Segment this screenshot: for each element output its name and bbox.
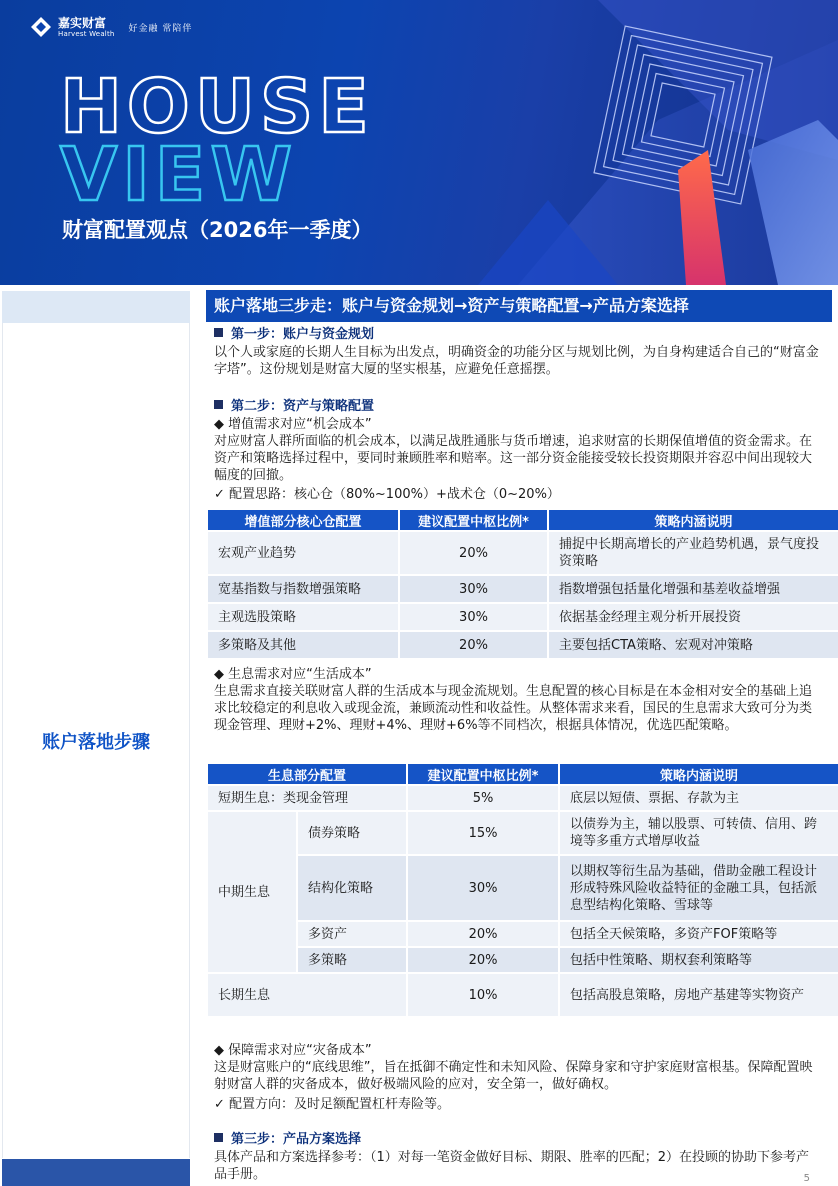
- square-bullet-icon: [214, 400, 223, 409]
- table-header: 生息部分配置: [207, 763, 407, 785]
- income-bullet: ◆ 生息需求对应“生活成本”: [214, 667, 372, 682]
- growth-bullet: ◆ 增值需求对应“机会成本”: [214, 417, 372, 432]
- table-row: [207, 811, 838, 855]
- table-header-row: [207, 763, 838, 785]
- decorative-graphic: [478, 0, 838, 285]
- section-title-bar: 账户落地三步走：账户与资金规划→资产与策略配置→产品方案选择: [206, 290, 832, 322]
- table-cell: 30%: [399, 603, 548, 631]
- table-row: [207, 921, 838, 947]
- table-row: [207, 785, 838, 811]
- sidebar-body: [2, 323, 190, 1158]
- square-bullet-icon: [214, 328, 223, 337]
- table-row: [207, 631, 838, 659]
- table-header: 策略内涵说明: [548, 509, 838, 531]
- table-cell: 以债券为主，辅以股票、可转债、信用、跨境等多重方式增厚收益: [559, 811, 838, 855]
- table-cell: 中期生息: [207, 811, 297, 973]
- step1-heading-text: 第一步：账户与资金规划: [231, 327, 375, 342]
- sidebar-footer-block: [2, 1159, 190, 1186]
- table-cell: 债券策略: [297, 811, 407, 855]
- step3-heading: [214, 1131, 361, 1149]
- table-cell: 20%: [399, 531, 548, 575]
- step2-heading-text: 第二步：资产与策略配置: [231, 399, 375, 414]
- banner-subtitle: 财富配置观点（2026年一季度）: [62, 218, 373, 242]
- protection-direction: ✓ 配置方向：及时足额配置杠杆寿险等。: [214, 1097, 451, 1112]
- table-cell: 30%: [399, 575, 548, 603]
- table-cell: 多策略及其他: [207, 631, 399, 659]
- table-cell: 结构化策略: [297, 855, 407, 921]
- table-cell: 宏观产业趋势: [207, 531, 399, 575]
- table-header: 策略内涵说明: [559, 763, 838, 785]
- step1-heading: [214, 326, 374, 344]
- income-text: 生息需求直接关联财富人群的生活成本与现金流规划。生息配置的核心目标是在本金相对安全的基础上追求比较稳定的利息收入或现金流，兼顾流动性和收益性。从整体需求来看，国民的生息需求大致可分为类现金管理、理财+2%、理财+4%、理财+6%等不同档次，根据具体情况，优选匹配策略。: [214, 684, 813, 733]
- table-header: 建议配置中枢比例*: [399, 509, 548, 531]
- logo-mark-icon: [30, 16, 52, 38]
- table-header-row: [207, 509, 838, 531]
- page-number: 5: [803, 1173, 810, 1184]
- square-bullet-icon: [214, 1133, 223, 1142]
- step2-heading: [214, 398, 374, 416]
- table-cell: 主观选股策略: [207, 603, 399, 631]
- table-row: [207, 973, 838, 1017]
- table-cell: 20%: [407, 947, 559, 973]
- step3-text: 具体产品和方案选择参考：（1）对每一笔资金做好目标、期限、胜率的匹配；2）在投顾的协助下参考产品手册。: [214, 1150, 810, 1182]
- income-allocation-table: [206, 762, 838, 1018]
- table-cell: 底层以短债、票据、存款为主: [559, 785, 838, 811]
- table-cell: 依据基金经理主观分析开展投资: [548, 603, 838, 631]
- table-row: [207, 531, 838, 575]
- step1-text: 以个人或家庭的长期人生目标为出发点，明确资金的功能分区与规划比例，为自身构建适合自己的“财富金字塔”。这份规划是财富大厦的坚实根基，应避免任意摇摆。: [214, 345, 819, 377]
- table-cell: 15%: [407, 811, 559, 855]
- table-cell: 捕捉中长期高增长的产业趋势机遇，景气度投资策略: [548, 531, 838, 575]
- table-cell: 包括高股息策略，房地产基建等实物资产: [559, 973, 838, 1017]
- growth-config-idea: ✓ 配置思路：核心仓（80%~100%）+战术仓（0~20%）: [214, 487, 560, 502]
- table-cell: 宽基指数与指数增强策略: [207, 575, 399, 603]
- table-cell: 5%: [407, 785, 559, 811]
- logo-slogan: 好金融 常陪伴: [128, 23, 193, 34]
- logo-chinese-name: 嘉实财富: [58, 15, 107, 30]
- table-header: 建议配置中枢比例*: [407, 763, 559, 785]
- table-cell: 30%: [407, 855, 559, 921]
- table-cell: 多资产: [297, 921, 407, 947]
- table-row: [207, 947, 838, 973]
- growth-text: 对应财富人群所面临的机会成本，以满足战胜通胀与货币增速，追求财富的长期保值增值的资金需求。在资产和策略选择过程中，要同时兼顾胜率和赔率。这一部分资金能接受较长投资期限并容忍中间出现较大幅度的回撤。: [214, 434, 813, 483]
- table-row: [207, 855, 838, 921]
- logo-english-name: Harvest Wealth: [58, 29, 115, 38]
- table-cell: 20%: [399, 631, 548, 659]
- title-view: VIEW: [60, 132, 297, 218]
- table-header: 增值部分核心仓配置: [207, 509, 399, 531]
- table-cell: 短期生息：类现金管理: [207, 785, 407, 811]
- step3-heading-text: 第三步：产品方案选择: [231, 1132, 362, 1147]
- table-cell: 包括全天候策略，多资产FOF策略等: [559, 921, 838, 947]
- table-cell: 长期生息: [207, 973, 407, 1017]
- table-cell: 包括中性策略、期权套利策略等: [559, 947, 838, 973]
- sidebar-header-block: [2, 291, 190, 323]
- protection-text: 这是财富账户的“底线思维”，旨在抵御不确定性和未知风险、保障身家和守护家庭财富根基。保障配置映射财富人群的灾备成本，做好极端风险的应对，安全第一，做好确权。: [214, 1060, 813, 1092]
- protection-bullet: ◆ 保障需求对应“灾备成本”: [214, 1043, 372, 1058]
- table-cell: 20%: [407, 921, 559, 947]
- table-row: [207, 603, 838, 631]
- table-cell: 10%: [407, 973, 559, 1017]
- table-cell: 多策略: [297, 947, 407, 973]
- brand-logo: [30, 16, 192, 38]
- left-sidebar: [0, 285, 192, 1186]
- table-cell: 指数增强包括量化增强和基差收益增强: [548, 575, 838, 603]
- header-banner: [0, 0, 838, 285]
- table-row: [207, 575, 838, 603]
- sidebar-label: 账户落地步骤: [42, 731, 150, 753]
- growth-allocation-table: [206, 508, 838, 660]
- title-house: HOUSE: [60, 64, 374, 150]
- table-cell: 以期权等衍生品为基础，借助金融工程设计形成特殊风险收益特征的金融工具，包括派息型结构化策略、雪球等: [559, 855, 838, 921]
- table-cell: 主要包括CTA策略、宏观对冲策略: [548, 631, 838, 659]
